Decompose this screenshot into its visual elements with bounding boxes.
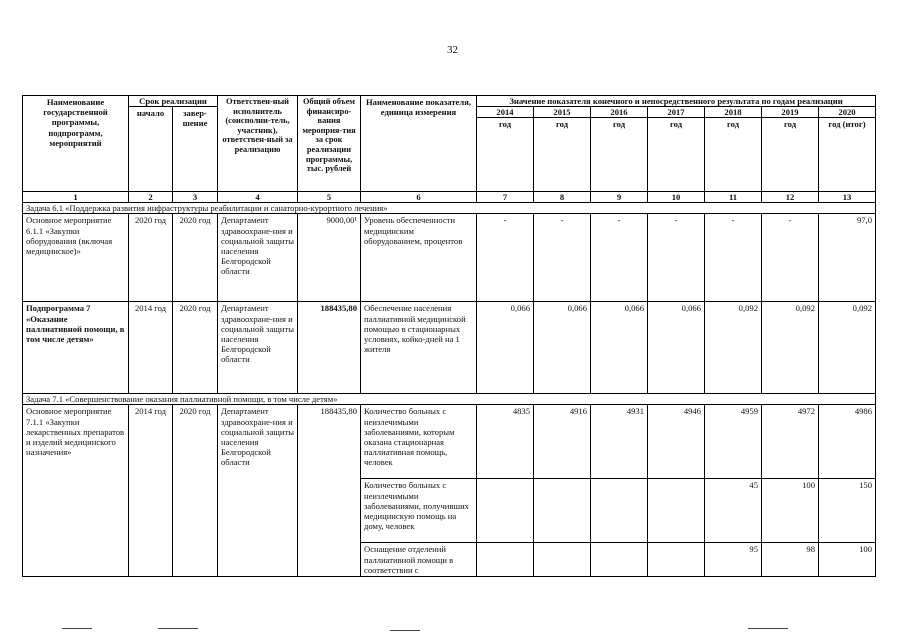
row-end: 2020 год (173, 302, 218, 394)
header-year-sub: год (762, 118, 819, 192)
row-value: - (705, 214, 762, 302)
row-value: 0,066 (648, 302, 705, 394)
row-indicator: Оснащение отделений паллиативной помощи в соответствии с (361, 543, 477, 577)
row-value: 4972 (762, 405, 819, 479)
row-value: - (477, 214, 534, 302)
col-index: 5 (298, 192, 361, 203)
scan-mark (158, 628, 198, 629)
row-value: 0,092 (762, 302, 819, 394)
row-value: - (534, 214, 591, 302)
scan-mark (748, 628, 788, 629)
header-name: Наименование государственной программы, подпрограмм, мероприятий (23, 96, 129, 192)
row-value: 4986 (819, 405, 876, 479)
row-value: 0,066 (477, 302, 534, 394)
row-value: - (591, 214, 648, 302)
col-index: 12 (762, 192, 819, 203)
col-index: 7 (477, 192, 534, 203)
row-value: 0,092 (819, 302, 876, 394)
header-funding: Общий объем финансиро-вания мероприя-тия за срок реализации программы, тыс. рублей (298, 96, 361, 192)
row-indicator: Обеспечение населения паллиативной медицинской помощью в стационарных условиях, койко-дней на 1 жителя (361, 302, 477, 394)
col-index: 2 (129, 192, 173, 203)
row-value: 95 (705, 543, 762, 577)
row-value: 4931 (591, 405, 648, 479)
row-value (648, 479, 705, 543)
col-index: 1 (23, 192, 129, 203)
scan-mark (62, 628, 92, 629)
row-funding: 9000,00¹ (298, 214, 361, 302)
row-value: 4959 (705, 405, 762, 479)
row-value: 0,092 (705, 302, 762, 394)
row-value: 98 (762, 543, 819, 577)
row-funding: 188435,80 (298, 405, 361, 577)
row-value (591, 479, 648, 543)
row-value (534, 543, 591, 577)
page-number: 32 (447, 44, 458, 56)
row-value: 97,0 (819, 214, 876, 302)
header-year: 2016 (591, 107, 648, 118)
row-start: 2014 год (129, 302, 173, 394)
scan-mark (390, 630, 420, 631)
header-year: 2014 (477, 107, 534, 118)
header-values-title: Значение показателя конечного и непосредственного результата по годам реализации (477, 96, 876, 107)
task-row: Задача 7.1 «Совершенствование оказания паллиативной помощи, в том числе детям» (23, 394, 876, 405)
row-name: Подпрограмма 7 «Оказание паллиативной помощи, в том числе детям» (23, 302, 129, 394)
task-row: Задача 6.1 «Поддержка развития инфраструктуры реабилитации и санаторно-курортного лечения» (23, 203, 876, 214)
header-year-sub: год (итог) (819, 118, 876, 192)
col-index: 11 (705, 192, 762, 203)
header-indicator: Наименование показателя, единица измерения (361, 96, 477, 192)
row-name: Основное мероприятие 7.1.1 «Закупки лекарственных препаратов и изделий медицинского назначения» (23, 405, 129, 577)
row-start: 2020 год (129, 214, 173, 302)
row-funding: 188435,80 (298, 302, 361, 394)
row-indicator: Количество больных с неизлечимыми заболеваниями, которым оказана стационарная паллиативная помощь, человек (361, 405, 477, 479)
row-value: 4835 (477, 405, 534, 479)
row-value: 100 (819, 543, 876, 577)
header-year-sub: год (477, 118, 534, 192)
col-index: 9 (591, 192, 648, 203)
row-value (534, 479, 591, 543)
header-period: Срок реализации (129, 96, 218, 107)
row-indicator: Количество больных с неизлечимыми заболеваниями, получивших медицинскую помощь на дому, человек (361, 479, 477, 543)
header-year: 2015 (534, 107, 591, 118)
header-responsible: Ответствен-ный исполнитель (соисполни-тель, участник), ответствен-ный за реализацию (218, 96, 298, 192)
row-value (591, 543, 648, 577)
row-value: 150 (819, 479, 876, 543)
row-value (477, 543, 534, 577)
row-end: 2020 год (173, 214, 218, 302)
row-value: 45 (705, 479, 762, 543)
col-index: 3 (173, 192, 218, 203)
row-value (648, 543, 705, 577)
header-year: 2017 (648, 107, 705, 118)
col-index: 6 (361, 192, 477, 203)
row-end: 2020 год (173, 405, 218, 577)
col-index: 8 (534, 192, 591, 203)
header-end: завер-шение (173, 107, 218, 192)
row-responsible: Департамент здравоохране-ния и социальной защиты населения Белгородской области (218, 302, 298, 394)
row-value: - (648, 214, 705, 302)
row-start: 2014 год (129, 405, 173, 577)
col-index: 4 (218, 192, 298, 203)
row-value: 0,066 (534, 302, 591, 394)
row-value: 100 (762, 479, 819, 543)
row-name: Основное мероприятие 6.1.1 «Закупки оборудования (включая медицинское)» (23, 214, 129, 302)
row-value: 4916 (534, 405, 591, 479)
header-year: 2020 (819, 107, 876, 118)
header-year: 2019 (762, 107, 819, 118)
row-responsible: Департамент здравоохране-ния и социальной защиты населения Белгородской области (218, 214, 298, 302)
header-year-sub: год (591, 118, 648, 192)
header-year-sub: год (705, 118, 762, 192)
row-value: - (762, 214, 819, 302)
row-indicator: Уровень обеспеченности медицинским оборудованием, процентов (361, 214, 477, 302)
row-responsible: Департамент здравоохране-ния и социальной защиты населения Белгородской области (218, 405, 298, 577)
col-index: 10 (648, 192, 705, 203)
indicators-table (22, 95, 876, 577)
row-value: 4946 (648, 405, 705, 479)
row-value (477, 479, 534, 543)
row-value: 0,066 (591, 302, 648, 394)
col-index: 13 (819, 192, 876, 203)
header-year-sub: год (534, 118, 591, 192)
header-start: начало (129, 107, 173, 192)
header-year: 2018 (705, 107, 762, 118)
header-year-sub: год (648, 118, 705, 192)
